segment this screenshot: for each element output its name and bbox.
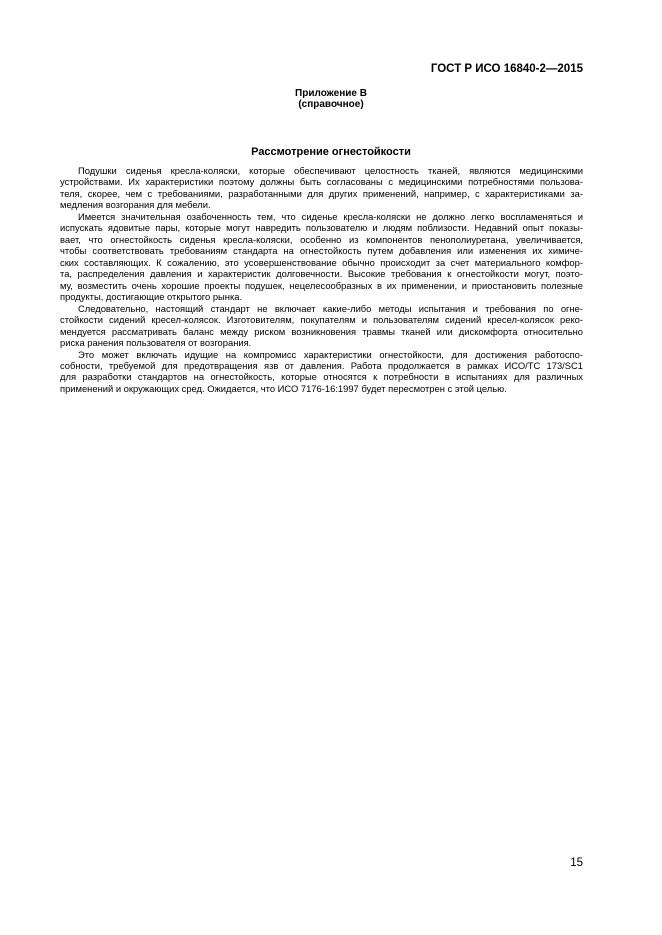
annex-label: Приложение В <box>295 88 367 99</box>
text-line: Подушки сиденья кресла-коляски, которые обеспечивают целостность тканей, являются медицинскими <box>78 165 583 176</box>
text-line: Имеется значительная озабоченность тем, что сиденье кресла-коляски не должно легко воспламеняться и <box>78 210 583 222</box>
text-line: ских составляющих. К сожалению, это усовершенствование обычно происходит за счет материального комфор- <box>60 256 583 268</box>
text-line: риска ранения пользователя от возгорания. <box>60 337 252 349</box>
text-line: Следовательно, настоящий стандарт не включает какие-либо методы испытания и требования по огне- <box>78 302 583 314</box>
text-line: стойкости сидений кресел-колясок. Изготовителям, покупателям и пользователям сидений кресел-колясок реко- <box>60 314 583 326</box>
body-text <box>60 165 583 394</box>
paragraph <box>60 211 583 303</box>
text-line: вает, что огнестойкость сиденья кресла-коляски, особенно из компонентов пенополиуретана, увеличивается, <box>60 233 583 245</box>
text-line: устройствами. Их характеристики поэтому должны быть согласованы с медицинскими потребностями пользова- <box>60 176 583 188</box>
text-line: му, возместить очень хорошие проекты подушек, нецелесообразных в их применении, и приостановить полезные <box>60 279 583 291</box>
text-line: продукты, достигающие открытого рынка. <box>60 291 243 303</box>
text-line: медления возгорания для мебели. <box>60 199 211 211</box>
document-id-header: ГОСТ Р ИСО 16840-2—2015 <box>430 63 583 75</box>
page-number: 15 <box>570 857 583 869</box>
text-line: Это может включать идущие на компромисс характеристики огнестойкости, для достижения работоспо- <box>78 348 583 360</box>
paragraph <box>60 349 583 395</box>
text-line: чтобы соответствовать требованиям стандарта на огнестойкость путем добавления или изменения их химиче- <box>60 245 583 257</box>
text-line: для разработки стандартов на огнестойкость, которые относятся к потребности в испытаниях для различных <box>60 371 583 383</box>
section-title: Рассмотрение огнестойкости <box>251 146 411 158</box>
text-line: испускать ядовитые пары, которые могут навредить пользователю и людям поблизости. Недавний опыт показы- <box>60 222 583 234</box>
text-line: мендуется рассматривать баланс между риском возникновения травмы тканей или дискомфорта относительно <box>60 325 583 337</box>
text-line: та, распределения давления и характеристик долговечности. Высокие требования к огнестойкости могут, поэто- <box>60 268 583 280</box>
paragraph <box>60 165 583 211</box>
text-line: теля, скорее, чем с требованиями, разработанными для других применений, например, с характеристиками за- <box>60 187 583 199</box>
paragraph <box>60 303 583 349</box>
annex-type: (справочное) <box>298 99 364 110</box>
text-line: собности, требуемой для предотвращения язв от давления. Работа продолжается в рамках ИСО/ТС 173/SC1 <box>60 359 583 371</box>
text-line: применений и окружающих сред. Ожидается, что ИСО 7176-16:1997 будет пересмотрен с этой целью. <box>60 382 507 394</box>
